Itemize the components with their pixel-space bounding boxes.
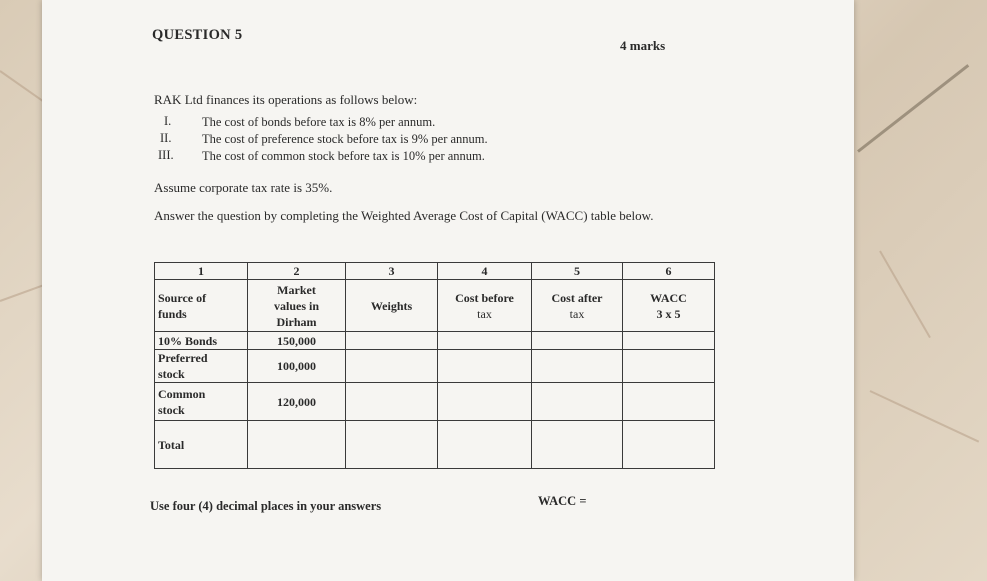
list-item-number: I. [164, 114, 172, 128]
header-row [155, 280, 715, 332]
marble-vein [879, 251, 931, 339]
cost-after-tax-cell[interactable] [532, 350, 623, 383]
list-item-text: The cost of common stock before tax is 10% per annum. [202, 149, 485, 163]
header-market-line: values in [273, 298, 319, 313]
weight-cell[interactable] [346, 383, 438, 421]
total-cost-before-cell[interactable] [438, 421, 532, 469]
header-source-line: Source of [158, 290, 207, 305]
header-cost-before-line: Cost before [455, 290, 514, 305]
total-wacc-cell[interactable] [623, 421, 715, 469]
wacc-cell[interactable] [623, 350, 715, 383]
table-row [155, 332, 715, 350]
header-market-line: Dirham [276, 314, 317, 329]
column-number: 4 [438, 263, 532, 280]
total-cost-after-cell[interactable] [532, 421, 623, 469]
row-source-line: Preferred [158, 351, 208, 365]
row-source [155, 383, 248, 421]
row-source-line: stock [158, 402, 185, 417]
cost-before-tax-cell[interactable] [438, 332, 532, 350]
total-label: Total [155, 421, 248, 469]
worksheet-paper [42, 0, 854, 581]
marble-vein [870, 390, 980, 443]
cost-before-tax-cell[interactable] [438, 350, 532, 383]
cost-after-tax-cell[interactable] [532, 383, 623, 421]
list-item-text: The cost of bonds before tax is 8% per annum. [202, 115, 436, 129]
row-source [155, 350, 248, 383]
footer-note: Use four (4) decimal places in your answers [150, 499, 382, 513]
header-wacc [623, 280, 715, 332]
row-source-line: stock [158, 367, 185, 381]
question-title: QUESTION 5 [152, 27, 243, 43]
column-number: 2 [248, 263, 346, 280]
list-item-text: The cost of preference stock before tax is 9% per annum. [202, 132, 488, 146]
list-item-number: II. [160, 131, 172, 145]
header-cost-before-tax [438, 280, 532, 332]
intro-text: RAK Ltd finances its operations as follows below: [154, 92, 418, 107]
header-cost-after-line: Cost after [551, 290, 603, 305]
total-row [155, 421, 715, 469]
table-row [155, 350, 715, 383]
header-cost-after-line: tax [569, 306, 585, 321]
wacc-cell[interactable] [623, 332, 715, 350]
header-weights: Weights [346, 280, 438, 332]
header-market-line: Market [277, 282, 316, 297]
header-source [155, 280, 248, 332]
marble-vein [0, 283, 47, 302]
column-number: 6 [623, 263, 715, 280]
row-market-value: 120,000 [248, 383, 346, 421]
wacc-answer-label: WACC = [538, 494, 587, 508]
column-number: 3 [346, 263, 438, 280]
column-number-row [155, 263, 715, 280]
header-cost-before-line: tax [477, 306, 492, 321]
total-market-value-cell[interactable] [248, 421, 346, 469]
header-market-values [248, 280, 346, 332]
header-wacc-line: 3 x 5 [656, 306, 681, 321]
marble-vein [857, 64, 969, 153]
row-market-value: 100,000 [248, 350, 346, 383]
row-market-value: 150,000 [248, 332, 346, 350]
row-source: 10% Bonds [155, 332, 248, 350]
table-row [155, 383, 715, 421]
assumption-text: Assume corporate tax rate is 35%. [154, 180, 333, 195]
cost-after-tax-cell[interactable] [532, 332, 623, 350]
header-wacc-line: WACC [650, 290, 687, 305]
header-source-line: funds [158, 306, 187, 321]
list-item-number: III. [158, 148, 174, 162]
weight-cell[interactable] [346, 332, 438, 350]
column-number: 1 [155, 263, 248, 280]
marks-label: 4 marks [620, 38, 666, 53]
wacc-cell[interactable] [623, 383, 715, 421]
row-source-line: Common [158, 386, 206, 401]
header-cost-after-tax [532, 280, 623, 332]
instruction-text: Answer the question by completing the Weighted Average Cost of Capital (WACC) table below. [154, 208, 654, 223]
weight-cell[interactable] [346, 350, 438, 383]
column-number: 5 [532, 263, 623, 280]
total-weight-cell[interactable] [346, 421, 438, 469]
wacc-table [154, 262, 715, 469]
cost-before-tax-cell[interactable] [438, 383, 532, 421]
